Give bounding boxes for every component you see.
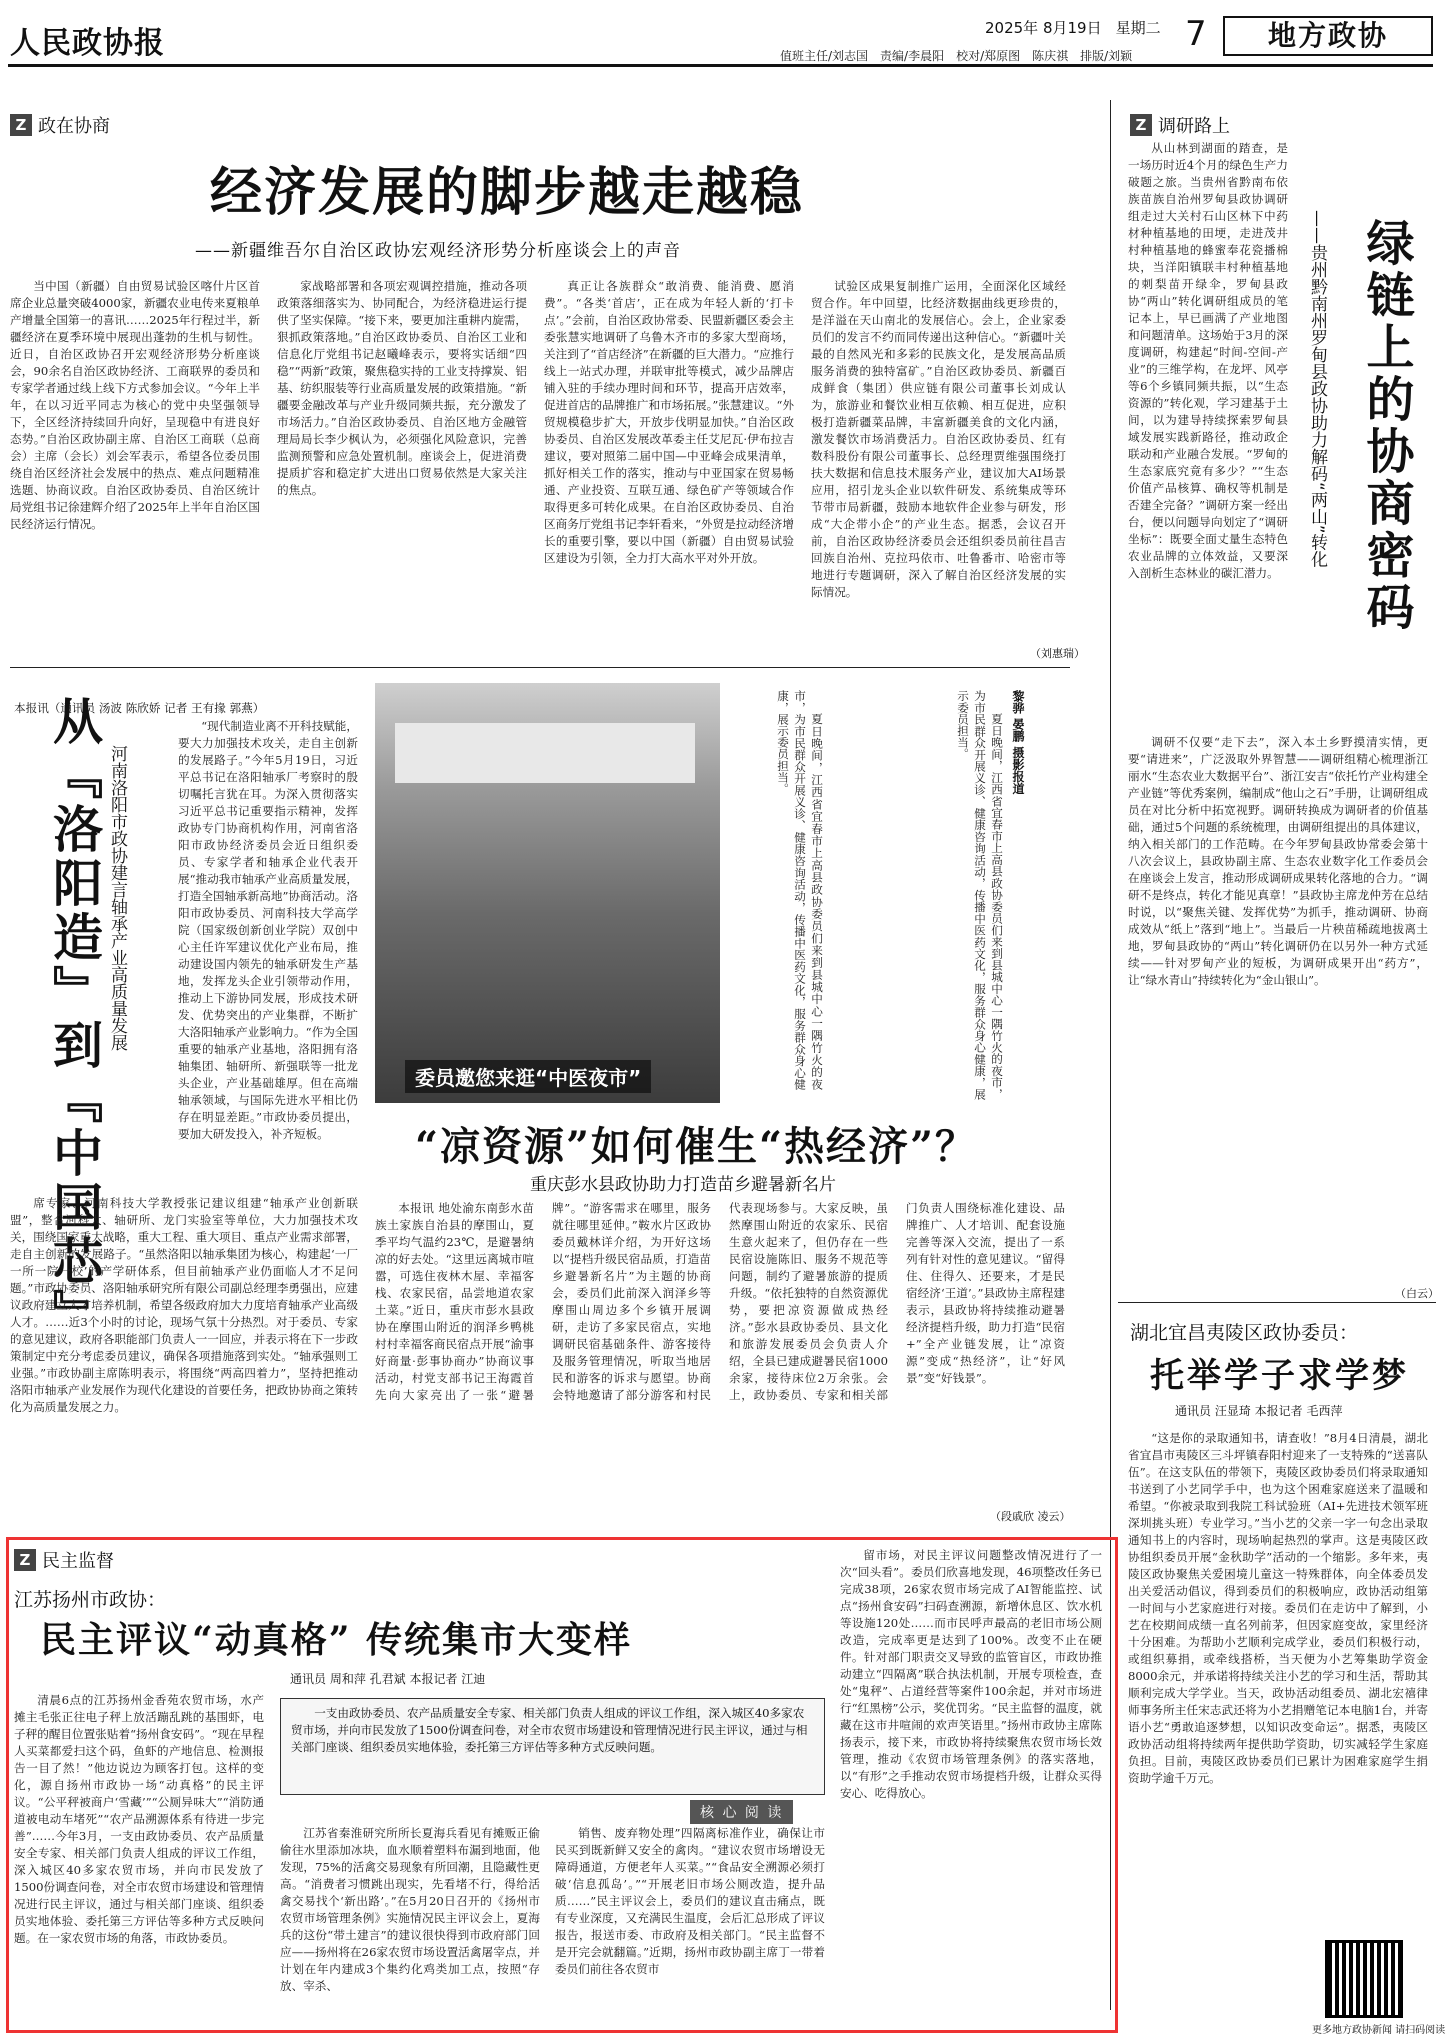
photo-side-text: 夏日晚间，江西省宜春市上高县政协委员们来到县城中心一隅竹火的夜市，为市民群众开展义诊、健康咨询活动，传播中医药文化，服务群众身心健康，展示委员担当。 <box>956 690 1004 1100</box>
photo-night-market <box>375 683 720 1103</box>
luoyang-headline: 从『洛阳造』到『中国芯』 <box>45 695 104 1343</box>
header-rule <box>8 64 1433 67</box>
pengshui-text: 本报讯 地处渝东南彭水苗族土家族自治县的摩围山，夏季平均气温约23℃，是避暑纳凉的好去处。“这里远离城市喧嚣，可选住夜林木屋、幸福客栈、农家民宿，品尝地道农家土菜。”近日，重庆市彭水县政协在摩围山附近的润泽乡鸭桃村村幸福客商民宿点开展“渝事好商量·彭事协商办”协商议事活动，村党支部书记王海霞首先向大家亮出了一张“避暑牌”。“游客需求在哪里，服务就往哪里延伸。”鞍水片区政协委员戴林详介绍，为开好这场以“提档升级民宿品质，打造苗乡避暑新名片”为主题的协商会，委员们此前深入润泽乡等摩围山周边多个乡镇开展调研，走访了多家民宿点，实地调研民宿基础条件、游客接待及服务管理情况，听取当地居民和游客的诉求与愿望。协商会特地邀请了部分游客和村民代表现场参与。大家反映，虽然摩围山附近的农家乐、民宿生意火起来了，但仍存在一些民宿设施陈旧、服务不规范等问题，制约了避暑旅游的提质升级。“依托独特的自然资源优势，要把凉资源做成热经济。”彭水县政协委员、县文化和旅游发展委员会负责人介绍，全县已建成避暑民宿1000余家，接待床位2万余张。会上，政协委员、专家和相关部门负责人围绕标准化建设、品牌推广、人才培训、配套设施完善等深入交流，提出了一系列有针对性的意见建议。“留得住、住得久、还要来，才是民宿经济‘王道’。”县政协主席程建表示，县政协将持续推动避暑经济提档升级，助力打造“民宿+”全产业链发展，让“凉资源”变成“热经济”，让“好风景”变“好钱景”。 <box>375 1201 1065 1402</box>
yangzhou-col-1: 清晨6点的江苏扬州金香苑农贸市场，水产摊主毛张正往电子秤上放活蹦乱跳的基围虾，电子秤的醒目位置张贴着“扬州食安码”。“现在早程人买菜都爱扫这个码，鱼虾的产地信息、检测报告一目了然！”他边说边为顾客打包。这样的变化，源自扬州市政协一场“动真格”的民主评议。“公平秤被商户‘雪藏’”“公厕异味大”“消防通道被电动车堵死”“农产品溯源体系有待进一步完善”……今年3月，一支由政协委员、农产品质量安全专家、相关部门负责人组成的评议工作组，深入城区40多家农贸市场，并向市民发放了1500份调查问卷，对全市农贸市场建设和管理情况进行民主评议，通过与相关部门座谈、组织委员实地体验、委托第三方评估等多种方式反映问题。在一家农贸市场的角落，市政协委员。 <box>14 1693 264 1945</box>
photo-side-caption: 夏日晚间，江西省宜春市上高县政协委员们来到县城中心一隅竹火的夜市，为市民群众开展义诊、健康咨询活动，传播中医药文化，服务群众身心健康，展示委员担当。 <box>776 690 824 1090</box>
hubei-headline: 托举学子求学梦 <box>1150 1356 1409 1396</box>
qr-code-icon[interactable] <box>1325 1940 1403 2018</box>
divider <box>10 667 1070 668</box>
luoyang-byline: 本报讯（通讯员 汤波 陈欣娇 记者 王有掾 郭燕） <box>14 701 265 715</box>
main-col-3: 真正让各族群众“敢消费、能消费、愿消费”。“各类‘首店’，正在成为年轻人新的‘打卡点’。”会前，自治区政协常委、民盟新疆区委会主委张慧实地调研了乌鲁木齐市的多家大型商场，关注到了“首店经济”在新疆的巨大潜力。“应推行线上一站式办理，并联审批等模式，减少品牌店铺入驻的手续办理时间和环节，提高开店效率，促进首店的品牌推广和市场拓展。”张慧建议。“外贸规模稳步扩大，开放步伐明显加快。”自治区政协委员、自治区发展改革委主任艾尼瓦·伊布拉吉建议，要对照第二届中国—中亚峰会成果清单，抓好相关工作的落实，推动与中亚国家在贸易畅通、产业投资、互联互通、绿色矿产等领域合作取得更多可转化成果。在自治区政协委员、自治区商务厅党组书记李轩看来，“外贸是拉动经济增长的重要引擎，要以中国（新疆）自由贸易试验区建设为引领，全力打大高水平对外开放。 <box>544 279 794 565</box>
side-byline: （白云） <box>1395 1287 1439 1300</box>
yangzhou-kicker: 江苏扬州市政协： <box>14 1589 167 1611</box>
z-badge-icon: Z <box>1130 114 1152 136</box>
main-col-2: 家战略部署和各项宏观调控措施，推动各项政策落细落实为、协同配合，为经济稳进运行提供了坚实保障。“接下来，要更加注重耕内旋需，狠抓政策落地。”自治区政协委员、自治区工业和信息化厅党组书记赵曦峰表示，要将实话细“四稳”“两新”政策，聚焦稳实持的工业支持撑炭、铝基、纺织服装等行业高质量发展的政策措施。“新疆要金融改革与产业升级同频共振，充分激发了市场活力。”自治区政协委员、自治区地方金融管理局局长李少枫认为，必须强化风险意识，完善监测预警和应急处置机制。座谈会上，促进消费提质扩容和稳定扩大进出口贸易依然是大家关注的焦点。 <box>277 279 527 497</box>
luoyang-text-bottom: 席专家、河南科技大学教授张记建议组建“轴承产业创新联盟”，整合河科大、轴研所、龙门实验室等单位，大力加强技术攻关，围绕国家重大战略，重大工程、重大项目、重点产业需求部署，走自主创新的发展路子。“虽然洛阳以轴承集团为核心，构建起‘一厂一所一院一校’的产学研体系，但目前轴承产业仍面临人才不足问题。”市政协委员、洛阳轴承研究所有限公司副总经理李勇强出，应建议政府建立人才培养机制，希望各级政府加大力度培育轴承产业高级人才。……近3个小时的讨论，现场气氛十分热烈。对于委员、专家的意见建议，政府各职能部门负责人一一回应，并表示将在下一步政策制定中充分考虑委员建议，确保各项措施落到实处。“轴承强则工业强。”市政协副主席陈明表示，将围绕“两高四着力”，坚持把推动洛阳市轴承产业发展作为现代化建设的首要任务，把政协协商之策转化为高质量发展之力。 <box>10 1196 358 1414</box>
date-text: 2025年 8月19日 <box>985 19 1102 37</box>
pengshui-headline: “凉资源”如何催生“热经济”？ <box>415 1123 978 1170</box>
photo-caption: 委员邀您来逛“中医夜市” <box>405 1060 651 1093</box>
column-tag-research <box>1130 112 1230 138</box>
yangzhou-headline: 民主评议“动真格” 传统集市大变样 <box>40 1619 632 1661</box>
pengshui-subheadline: 重庆彭水县政协助力打造苗乡避暑新名片 <box>530 1175 836 1195</box>
staff-credits: 值班主任/刘志国 责编/李晨阳 校对/郑原图 陈庆祺 排版/刘颖 <box>780 49 1133 63</box>
column-tag-label: 民主监督 <box>42 1551 114 1572</box>
hubei-text: “这是你的录取通知书，请查收！”8月4日清晨，湖北省宜昌市夷陵区三斗坪镇春阳村迎来了一支特殊的“送喜队伍”。在这支队伍的带领下，夷陵区政协委员们将录取通知书送到了小艺同学手中，也为这个困难家庭送来了温暖和希望。“你被录取到我院工科试验班（AI+先进技术领军班深圳挑头班）专业学习。”当小艺的父亲一字一句念出录取通知书上的内容时，现场响起热烈的掌声。这是夷陵区政协组织委员开展“金秋助学”活动的一个缩影。多年来，夷陵区政协聚焦关爱困境儿童这一特殊群体，向全体委员发出关爱活动倡议，得到委员们的积极响应，政协活动组第一时间与小艺家庭进行对接。委员们在走访中了解到，小艺在校期间成绩一直名列前茅，但因家庭变故，家里经济十分困难。为帮助小艺顺利完成学业，委员们积极行动，或组织募捐，或牵线搭桥，当天便为小艺筹集助学资金8000余元，并承诺将持续关注小艺的学习和生活，帮助其顺利完成大学学业。当天，政协活动组委员、湖北宏禧律师事务所主任宋志武还将为小艺捐赠笔记本电脑1台，并寄语小艺“勇敢追逐梦想，以知识改变命运”。据悉，夷陵区政协活动组将持续两年提供助学资助，切实减轻学生家庭负担。目前，夷陵区政协委员们已累计为困难家庭学生捐资助学逾千万元。 <box>1128 1431 1428 1785</box>
yangzhou-col-4: 留市场，对民主评议问题整改情况进行了一次“回头看”。委员们欣喜地发现，46项整改任务已完成38项，26家农贸市场完成了AI智能监控、试点“扬州食安码”扫码查溯源，新增休息区、饮水机等设施120处……而市民呼声最高的老旧市场公厕改造，完成率更是达到了100%。改变不止在硬件。针对部门职责交叉导致的监管盲区，市政协推动建立“四隔离”联合执法机制，开展专项检查，查处“鬼秤”、占道经营等案件100余起，并对市场进行“红黑榜”公示，奖优罚劣。“民主监督的温度，就藏在这市井喧闹的欢声笑语里。”扬州市政协主席陈扬表示，接下来，市政协将持续聚焦农贸市场长效管理，推动《农贸市场管理条例》的落实落地，以“有形”之手推动农贸市场提档升级，让群众买得安心、吃得放心。 <box>840 1548 1102 1800</box>
weekday-text: 星期二 <box>1115 19 1161 37</box>
qr-label: 更多地方政协新闻 请扫码阅读 <box>1312 2025 1445 2036</box>
pengshui-byline: （段戚欣 凌云） <box>990 1510 1071 1523</box>
main-col-1: 当中国（新疆）自由贸易试验区喀什片区首席企业总量突破4000家，新疆农业电传来夏粮单产增量全国第一的喜讯……2025年行程过半，新疆经济在夏季环境中展现出蓬勃的生机与韧性。近日，自治区政协召开宏观经济形势分析座谈会，90余名自治区政协经济、工商联界的委员和专家学者通过线上线下方式参加会议。“今年上半年，在以习近平同志为核心的党中央坚强领导下，全区经济持续回升向好，呈现稳中有进良好态势。”自治区政协副主席、自治区工商联（总商会）主席（会长）刘会军表示，希望各位委员围绕自治区经济社会发展中的热点、难点问题精准选题、协商议政。自治区政协委员、自治区统计局党组书记徐建辉介绍了2025年上半年自治区国民经济运行情况。 <box>10 279 260 531</box>
page-number: 7 <box>1185 14 1207 54</box>
z-badge-icon: Z <box>10 114 32 136</box>
z-badge-icon: Z <box>14 1549 36 1571</box>
yangzhou-col-3: 销售、废弃物处理”四隔离标准作业，确保让市民买到既新鲜又安全的禽肉。“建议农贸市场增设无障碍通道，方便老年人买菜。”“食品安全溯源必须打破‘信息孤岛’。”“开展老旧市场公厕改造，提升品质……”民主评议会上，委员们的建议直击痛点，既有专业深度，又充满民生温度，会后汇总形成了评议报告，报送市委、市政府及相关部门。“民主监督不是开完会就翻篇。”近期，扬州市政协副主席丁一带着委员们前往各农贸市 <box>555 1826 825 1976</box>
yangzhou-col-2: 江苏省秦淮研究所所长夏海兵看见有摊贩正偷偷往水里添加冰块，血水顺着塑料布漏到地面，他发现，75%的活禽交易现象有所回潮，且隐藏性更高。“消费者习惯跳出现实，先看堵不行，得给活禽交易找个‘新出路’。”在5月20日召开的《扬州市农贸市场管理条例》实施情况民主评议会上，夏海兵的这份“带土建言”的建议很快得到市政府部门回应——扬州将在26家农贸市场设置活禽屠宰点，并计划在年内建成3个集约化鸡类加工点，按照“存放、宰杀、 <box>280 1826 540 1993</box>
main-col-4: 试验区成果复制推广运用，全面深化区域经贸合作。年中回望，比经济数据曲线更珍贵的，是洋溢在天山南北的发展信心。会上，企业家委员们的发言不约而同传递出这种信心。“新疆叶关最的自然风光和多彩的民族文化，是发展高品质服务消费的独特富矿。”自治区政协委员、新疆百成鲜食（集团）供应链有限公司董事长刘成认为，旅游业和餐饮业相互依赖、相互促进，应积极打造新疆菜品牌，丰富新疆美食的文化内涵，激发餐饮市场消费活力。自治区政协委员、红有数科股份有限公司董事长、总经理贾维强围绕打扶大数据和信息技术服务产业，建议加大AI场景应用，招引龙头企业以软件研发、系统集成等环节带市局新疆，鼓励本地软件企业参与研发，形成“大企带小企”的产业生态。据悉，会议召开前，自治区政协经济委员会还组织委员前往昌吉回族自治州、克拉玛依市、吐鲁番市、哈密市等地进行专题调研，深入了解自治区经济发展的实际情况。 <box>811 279 1066 599</box>
photo-credit: 黎骅 晏鹏 摄影报道 <box>1011 690 1025 795</box>
hubei-byline: 通讯员 汪显琦 本报记者 毛西萍 <box>1175 1404 1343 1418</box>
newspaper-logo: 人民政协报 <box>10 26 165 61</box>
side-top-text: 从山林到湖面的踏查，是一场历时近4个月的绿色生产力破题之旅。当贵州省黔南布依族苗族自治州罗甸县政协调研组走过大关村石山区林下中药材种植基地的田埂，走进茂井村种植基地的蜂蜜奉花瓷播棉块，当洋阳镇联丰村种植基地的刺梨苗开绿伞，罗甸县政协“两山”转化调研组成员的笔记本上，早已画满了产业地图和问题清单。这场始于3月的深度调研，构建起“时间-空间-产业”的三维学构，在龙坪、风亭等6个乡镇同频共振，以“生态资源的”转化观，学习建基于土间，以为建导持续探索罗甸县域发展实践新路径，推动政企联动和产业融合发展。“罗甸的生态家底究竟有多少？”“生态价值产品核算、确权等机制是否建全完备？”调研方案一经出台，便以问题导向划定了“调研坐标”：既要全面丈量生态特色农业品牌的立体效益，又要深入剖析生态林业的碳汇潜力。 <box>1128 141 1288 580</box>
yangzhou-byline: 通讯员 周和萍 孔君斌 本报记者 江迪 <box>290 1672 486 1686</box>
divider <box>1118 1302 1436 1303</box>
main-subheadline: ——新疆维吾尔自治区政协宏观经济形势分析座谈会上的声音 <box>195 241 681 261</box>
side-headline: 绿链上的协商密码 <box>1358 218 1414 634</box>
section-title: 地方政协 <box>1223 16 1433 56</box>
issue-date <box>985 17 1175 38</box>
photo-banner <box>395 723 695 783</box>
column-tag-label: 政在协商 <box>38 116 110 137</box>
column-tag-label: 调研路上 <box>1158 116 1230 137</box>
hubei-text-tail <box>1128 1935 1313 2030</box>
luoyang-text: “现代制造业离不开科技赋能，要大力加强技术攻关，走自主创新的发展路子。”今年5月19日，习近平总书记在洛阳轴承厂考察时的殷切嘱托言犹在耳。为深入贯彻落实习近平总书记重要指示精神，发挥政协专门协商机构作用，河南省洛阳市政协经济委员会近日组织委员、专家学者和轴承企业代表开展“推动我市轴承产业高质量发展，打造全国轴承新高地”协商活动。洛阳市政协委员、河南科技大学高学院（国家级创新创业学院）双创中心主任许军建议优化产业布局，推动建设国内领先的轴承研发生产基地，发挥龙头企业引领带动作用，推动上下游协同发展，形成技术研发、优势突出的产业集群，不断扩大洛阳轴承产业影响力。“作为全国重要的轴承产业基地，洛阳拥有洛轴集团、轴研所、新强联等一批龙头企业，产业基础雄厚。但在高端轴承领域，与国际先进水平相比仍存在明显差距。”市政协委员提出，要加大研发投入，补齐短板。 <box>178 719 358 1141</box>
main-byline: （刘惠瑞） <box>1030 647 1085 660</box>
hubei-kicker: 湖北宜昌夷陵区政协委员： <box>1130 1322 1359 1344</box>
side-bottom-text: 调研不仅要“走下去”，深入本土乡野摸清实情，更要“请进来”，广泛汲取外界智慧——调研组精心梳理浙江丽水“生态农业大数据平台”、浙江安吉“依托竹产业构建全产业链”等优秀案例，编制成“他山之石”手册，让调研组成员在对比分析中拓宽视野。调研转换成为调研者的价值基础，通过5个问题的系统梳理，由调研组提出的具体建议，纳入相关部门的工作范畴。在今年罗甸县政协常委会第十八次会议上，县政协副主席、生态农业数字化工作委员会在座谈会上发言，推动形成调研成果转化落地的合力。“调研不是终点，转化才能见真章！”县政协主席龙仲芳在总结时说，以“聚焦关键、发挥优势”为抓手，推动调研、协商成效从“纸上”落到“地上”。当最后一片秧苗稀疏地拔离土地，罗甸县政协的“两山”转化调研仍在以另外一种方式延续——针对罗甸产业的短板，为调研成果开出“药方”，让“绿水青山”持续转化为“金山银山”。 <box>1128 735 1428 987</box>
luoyang-subheadline: 河南洛阳市政协建言轴承产业高质量发展 <box>107 745 127 1051</box>
core-reading-box: 一支由政协委员、农产品质量安全专家、相关部门负责人组成的评议工作组，深入城区40多家农贸市场，并向市民发放了1500份调查问卷，对全市农贸市场建设和管理情况进行民主评议，通过与相关部门座谈、组织委员实地体验，委托第三方评估等多种方式反映问题。 <box>280 1698 825 1795</box>
side-subheadline: ——贵州黔南州罗甸县政协助力解码“两山”转化 <box>1307 210 1327 568</box>
column-tag-politics <box>10 112 110 138</box>
main-headline: 经济发展的脚步越走越稳 <box>210 163 805 223</box>
core-reading-label: 核 心 阅 读 <box>690 1800 793 1824</box>
column-tag-supervision <box>14 1547 114 1573</box>
